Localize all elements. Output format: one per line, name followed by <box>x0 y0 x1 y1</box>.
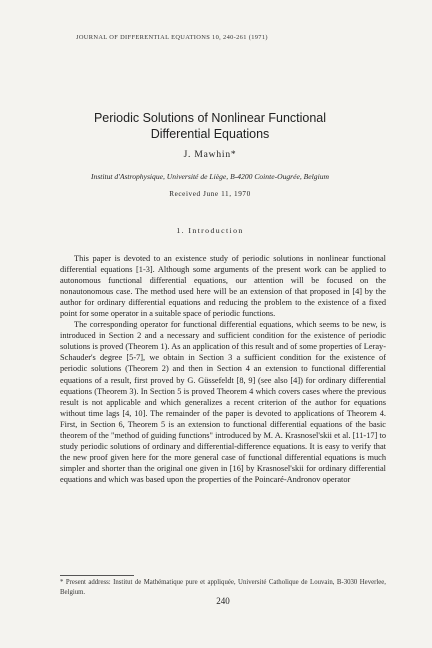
article-title <box>60 110 360 142</box>
page-number: 240 <box>216 596 230 606</box>
author-affiliation: Institut d'Astrophysique, Université de Liège, B-4200 Cointe-Ougrée, Belgium <box>91 172 329 181</box>
title-line-1: Periodic Solutions of Nonlinear Functional <box>93 111 327 125</box>
footnote-rule <box>60 575 134 576</box>
title-line-2: Differential Equations <box>150 127 270 141</box>
body-text <box>60 253 386 485</box>
footnote: * Present address: Institut de Mathématique pure et appliquée, Université Catholique de Louvain, B-3030 Heverlee, Belgium. <box>60 579 386 596</box>
received-date: Received June 11, 1970 <box>169 190 251 198</box>
section-heading: 1. Introduction <box>176 226 244 235</box>
paragraph-1: This paper is devoted to an existence study of periodic solutions in nonlinear functional differential equations [1-3]. Although some arguments of the present work can be applied to autonomous functional differential equations, our attention will be focused on the nonautonomous case. The method used here will be an extension of that proposed in [4] by the author for ordinary differential equations and reducing the problem to the existence of a fixed point for some operator in a suitable space of periodic functions. <box>60 254 386 319</box>
journal-header: JOURNAL OF DIFFERENTIAL EQUATIONS 10, 240-261 (1971) <box>76 34 268 41</box>
author-name: J. Mawhin* <box>183 150 237 160</box>
paragraph-2: The corresponding operator for functional differential equations, which seems to be new, is introduced in Section 2 and a necessary and sufficient condition for the existence of periodic solutions is proved (Theorem 1). As an application of this result and of some properties of Leray-Schauder's degree [5-7], we obtain in Section 3 a sufficient condition for the existence of periodic solutions (Theorem 2) and then in Section 4 an extension to functional differential equations of a result, first proved by G. Güssefeldt [8, 9] (see also [4]) for ordinary differential equations (Theorem 3). In Section 5 is proved Theorem 4 which covers cases where the previous result is not applicable and which generalizes a recent criterion of the author for equations without time lags [4, 10]. The remainder of the paper is devoted to applications of Theorem 4. First, in Section 6, Theorem 5 is an extension to functional differential equations of the basic theorem of the "method of guiding functions" introduced by M. A. Krasnosel'skii et al. [11-17] to study periodic solutions of ordinary and differential-difference equations. It is easy to verify that the new proof given here for the more general case of functional differential equations is much simpler and shorter than the original one given in [16] by Krasnosel'skii for ordinary differential equations and which was based upon the properties of the Poincaré-Andronov operator <box>60 320 386 484</box>
